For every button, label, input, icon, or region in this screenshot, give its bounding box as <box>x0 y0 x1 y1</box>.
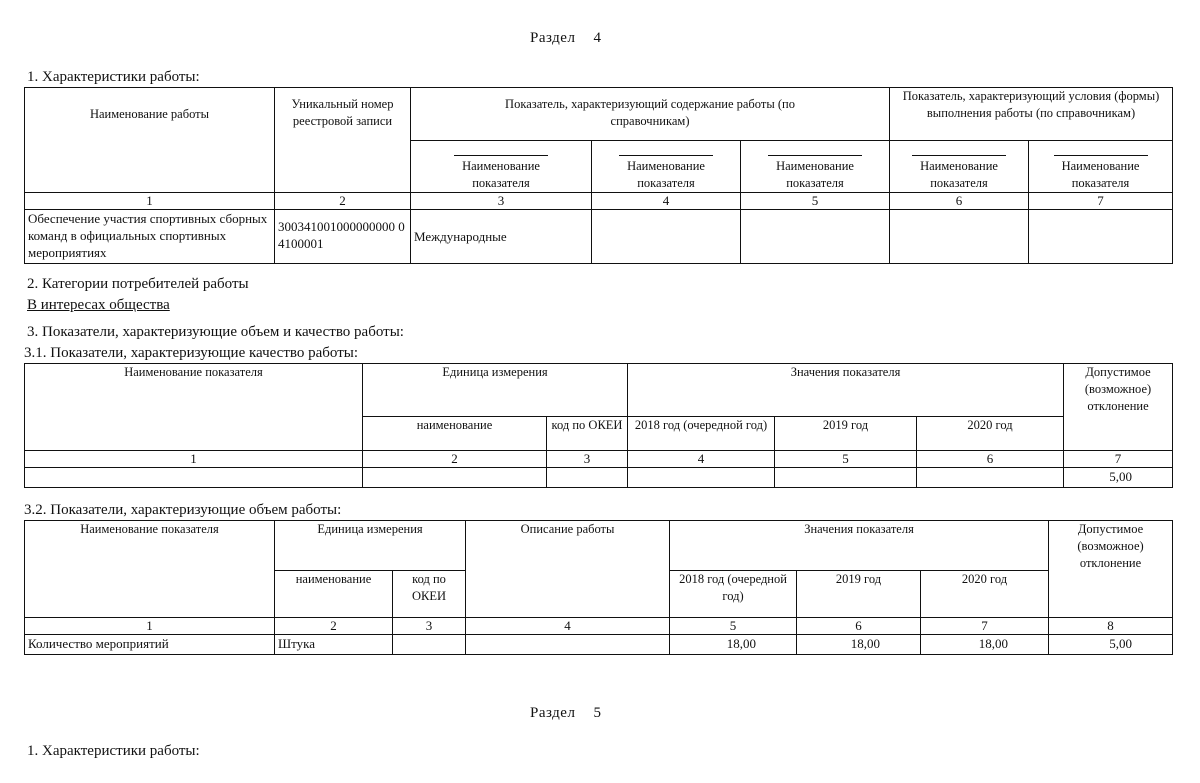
empty-cell <box>363 468 547 488</box>
header-indicator-5: Наименование показателя <box>741 141 890 193</box>
column-number: 7 <box>1064 451 1173 468</box>
empty-cell <box>547 468 628 488</box>
empty-cell <box>393 635 466 655</box>
column-number: 6 <box>917 451 1064 468</box>
header-unit-name: наименование <box>275 571 393 618</box>
header-deviation: Допустимое (возможное) отклонение <box>1064 364 1173 451</box>
column-number: 1 <box>25 451 363 468</box>
header-2018: 2018 год (очередной год) <box>628 417 775 451</box>
work-name-cell: Обеспечение участия спортивных сборных команд в официальных спортивных мероприятиях <box>25 210 275 264</box>
header-2019: 2019 год <box>775 417 917 451</box>
empty-cell <box>466 635 670 655</box>
quality-indicators-heading: 3.1. Показатели, характеризующие качество работы: <box>24 345 358 361</box>
header-okei: код по ОКЕИ <box>547 417 628 451</box>
header-2020: 2020 год <box>921 571 1049 618</box>
unit-name-cell: Штука <box>275 635 393 655</box>
content-indicator-cell: Международные <box>411 210 592 264</box>
empty-cell <box>25 468 363 488</box>
empty-cell <box>741 210 890 264</box>
column-number: 4 <box>466 618 670 635</box>
column-number: 5 <box>741 193 890 210</box>
section-label: Раздел <box>530 30 576 46</box>
column-number: 3 <box>393 618 466 635</box>
value-2020-cell: 18,00 <box>921 635 1049 655</box>
column-number: 6 <box>890 193 1029 210</box>
header-indicator-7: Наименование показателя <box>1029 141 1173 193</box>
column-number: 7 <box>1029 193 1173 210</box>
consumer-categories-heading: 2. Категории потребителей работы <box>27 276 249 292</box>
header-indicator-4: Наименование показателя <box>592 141 741 193</box>
header-unit: Единица измерения <box>363 364 628 417</box>
column-numbers-row <box>25 451 1173 468</box>
header-conditions-indicator: Показатель, характеризующий условия (формы) выполнения работы (по справочникам) <box>890 88 1173 141</box>
column-number: 8 <box>1049 618 1173 635</box>
indicator-name-cell: Количество мероприятий <box>25 635 275 655</box>
work-characteristics-heading: 1. Характеристики работы: <box>27 69 200 85</box>
header-unique-number: Уникальный номер реестровой записи <box>275 88 411 193</box>
value-2019-cell: 18,00 <box>797 635 921 655</box>
volume-quality-heading: 3. Показатели, характеризующие объем и качество работы: <box>27 324 404 340</box>
empty-cell <box>592 210 741 264</box>
column-number: 3 <box>411 193 592 210</box>
column-number: 2 <box>363 451 547 468</box>
header-2020: 2020 год <box>917 417 1064 451</box>
section-number: 5 <box>593 705 602 721</box>
quality-indicators-table <box>24 363 1173 488</box>
empty-cell <box>1029 210 1173 264</box>
header-okei: код по ОКЕИ <box>393 571 466 618</box>
header-2018: 2018 год (очередной год) <box>670 571 797 618</box>
table-row <box>25 210 1173 264</box>
volume-indicators-heading: 3.2. Показатели, характеризующие объем работы: <box>24 502 342 518</box>
work-characteristics-table <box>24 87 1173 264</box>
header-work-description: Описание работы <box>466 521 670 618</box>
table-row <box>25 635 1173 655</box>
header-indicator-3: Наименование показателя <box>411 141 592 193</box>
table-row <box>25 468 1173 488</box>
header-work-name: Наименование работы <box>25 88 275 193</box>
volume-indicators-table <box>24 520 1173 655</box>
header-indicator-6: Наименование показателя <box>890 141 1029 193</box>
header-unit-name: наименование <box>363 417 547 451</box>
empty-cell <box>775 468 917 488</box>
unique-number-cell: 300341001000000000 04100001 <box>275 210 411 264</box>
column-number: 1 <box>25 618 275 635</box>
section-number: 4 <box>593 30 602 46</box>
section-title <box>530 705 601 722</box>
section-label: Раздел <box>530 705 576 721</box>
column-numbers-row <box>25 618 1173 635</box>
empty-cell <box>628 468 775 488</box>
column-number: 1 <box>25 193 275 210</box>
header-content-indicator: Показатель, характеризующий содержание работы (по справочникам) <box>411 88 890 141</box>
work-characteristics-heading: 1. Характеристики работы: <box>27 743 200 759</box>
column-number: 2 <box>275 618 393 635</box>
deviation-cell: 5,00 <box>1049 635 1173 655</box>
column-number: 5 <box>670 618 797 635</box>
header-values: Значения показателя <box>670 521 1049 571</box>
section-title <box>530 30 601 47</box>
empty-cell <box>890 210 1029 264</box>
column-number: 4 <box>628 451 775 468</box>
column-number: 3 <box>547 451 628 468</box>
column-number: 2 <box>275 193 411 210</box>
value-2018-cell: 18,00 <box>670 635 797 655</box>
consumer-categories-value: В интересах общества <box>27 297 170 313</box>
header-indicator-name: Наименование показателя <box>25 364 363 451</box>
column-number: 5 <box>775 451 917 468</box>
header-deviation: Допустимое (возможное) отклонение <box>1049 521 1173 618</box>
column-number: 6 <box>797 618 921 635</box>
column-numbers-row <box>25 193 1173 210</box>
column-number: 4 <box>592 193 741 210</box>
header-2019: 2019 год <box>797 571 921 618</box>
header-indicator-name: Наименование показателя <box>25 521 275 618</box>
header-values: Значения показателя <box>628 364 1064 417</box>
empty-cell <box>917 468 1064 488</box>
header-unit: Единица измерения <box>275 521 466 571</box>
column-number: 7 <box>921 618 1049 635</box>
deviation-value: 5,00 <box>1064 468 1173 488</box>
